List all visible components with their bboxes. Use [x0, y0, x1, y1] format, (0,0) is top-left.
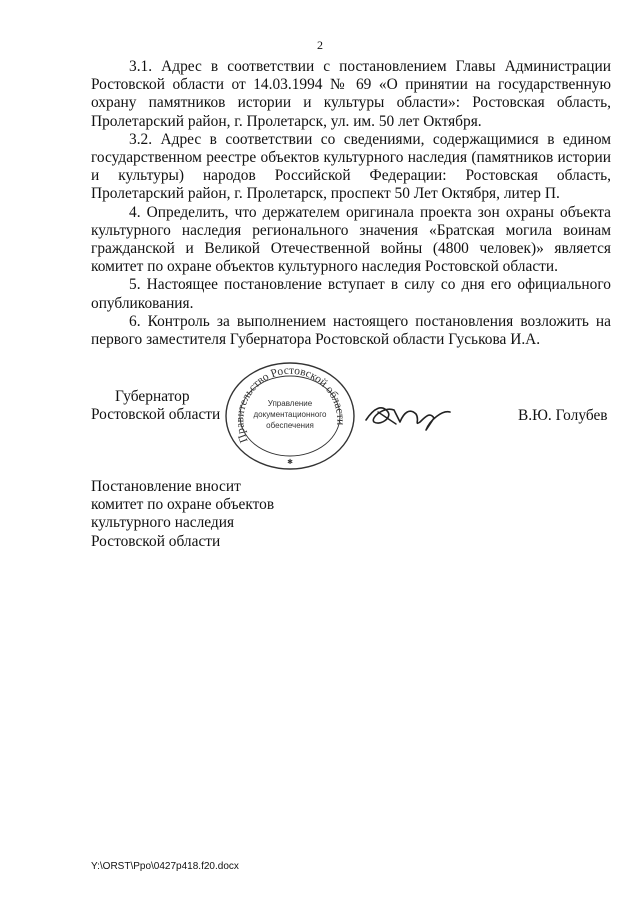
signatory-title-line2: Ростовской области [91, 406, 221, 424]
paragraph-5: 5. Настоящее постановление вступает в силу со дня его официального опубликования. [91, 276, 611, 312]
signatory-title [91, 388, 220, 424]
paragraph-6: 6. Контроль за выполнением настоящего постановления возложить на первого заместителя Губернатора Ростовской области Гуськова И.А. [91, 312, 611, 349]
paragraph-3-2: 3.2. Адрес в соответствии со сведениями, содержащимися в едином государственном реестре объектов культурного наследия (памятников истории и культуры) народов Российской Федерации: Ростовская область, Пролетарский район, г. Пролетарск, проспект 50 Лет Октября, литер П. [91, 130, 611, 203]
stamp-star-icon: ✱ [287, 458, 293, 466]
official-stamp [222, 360, 358, 472]
file-path-footer: Y:\ORST\Ppo\0427p418.f20.docx [91, 861, 239, 872]
submitter-line2: комитет по охране объектов [91, 496, 275, 514]
stamp-center-line3: обеспечения [266, 421, 314, 430]
paragraph-4: 4. Определить, что держателем оригинала проекта зон охраны объекта культурного наследия регионального значения «Братская могила воинам гражданской и Великой Отечественной войны (4800 человек)» является комитет по охране объектов культурного наследия Ростовской области. [91, 203, 611, 276]
submitter-block [91, 478, 274, 551]
submitter-line3: культурного наследия [91, 514, 235, 532]
document-body [91, 58, 611, 349]
stamp-center-line2: документационного [253, 410, 327, 419]
submitter-line1: Постановление вносит [91, 478, 241, 495]
page-number: 2 [317, 38, 323, 52]
signatory-name: В.Ю. Голубев [518, 407, 608, 424]
signature-block [0, 360, 640, 480]
stamp-ring-text: Правительство Ростовской области [234, 364, 347, 445]
stamp-center-line1: Управление [267, 399, 313, 408]
paragraph-3-1: 3.1. Адрес в соответствии с постановлением Главы Администрации Ростовской области от 14.03.1994 № 69 «О принятии на государственную охрану памятников истории и культуры области»: Ростовская область, Пролетарский район, г. Пролетарск, ул. им. 50 лет Октября. [91, 58, 611, 130]
handwritten-signature [360, 390, 460, 440]
signatory-title-line1: Губернатор [115, 388, 190, 405]
submitter-line4: Ростовской области [91, 532, 221, 550]
